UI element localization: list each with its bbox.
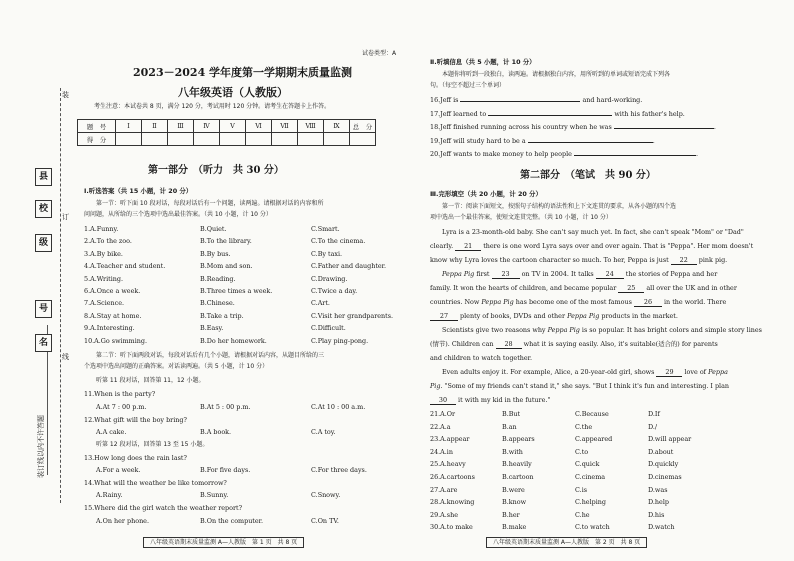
q29-option-b: B.her xyxy=(502,510,520,519)
section1-intro: 第一节：听下面 10 段对话，每段对话后有一个问题，读两遍。请根据对话的内容和所 xyxy=(96,200,324,207)
binding-mark: 线 xyxy=(62,353,69,361)
passage-text: products in the market. xyxy=(601,312,678,320)
passage-text: all over the UK and in other xyxy=(646,284,737,292)
q1-option-c: C.Smart. xyxy=(311,225,340,233)
section1-title: Ⅰ.听选答案（共 15 小题，计 20 分） xyxy=(84,187,193,195)
passage-line xyxy=(430,242,753,251)
score-table xyxy=(77,119,376,146)
q27-option-c: C.is xyxy=(575,485,588,494)
q23-option-c: C.appeared xyxy=(575,435,613,444)
q4-option-a: 4.A.Teacher and student. xyxy=(84,262,166,271)
score-cell xyxy=(246,133,272,146)
exam-title: 2023－2024 学年度第一学期期末质量监测 xyxy=(133,66,353,79)
q24-option-c: C.to xyxy=(575,447,589,456)
q7-option-c: C.Art. xyxy=(311,299,330,308)
blank-22[interactable]: 22 xyxy=(671,256,697,265)
q2-option-a: 2.A.To the zoo. xyxy=(84,237,132,246)
q30-option-c: C.to watch xyxy=(575,523,610,532)
q1-option-b: B.Quiet. xyxy=(200,225,227,233)
section1-intro: 问问题，从所给的三个选项中选出最佳答案。（共 10 小题，计 10 分） xyxy=(84,211,272,218)
question-19 xyxy=(430,137,655,145)
passage-text: Scientists give two reasons why xyxy=(442,326,546,334)
q7-option-a: 7.A.Science. xyxy=(84,299,125,308)
option-a: A.Rainy. xyxy=(96,491,123,499)
option-b: B.For five days. xyxy=(200,466,251,474)
passage-line xyxy=(430,340,718,349)
score-value-row xyxy=(78,133,376,146)
binding-note: 装订线以内不许答题 xyxy=(37,415,45,478)
section3-intro: 第一节：阅读下面短文，按照句子结构的语法性和上下文连贯的要求，从各小题的四个选 xyxy=(442,203,677,210)
passage-line xyxy=(430,396,550,405)
right-section2-intro: 句。（每空不超过三个单词） xyxy=(430,82,506,89)
option-c: C.At 10 : 00 a.m. xyxy=(311,403,366,411)
blank-27[interactable]: 27 xyxy=(430,312,458,321)
score-cell xyxy=(324,133,350,146)
score-header-cell: Ⅸ xyxy=(324,120,350,133)
q19-text: . xyxy=(652,137,655,145)
right-section2-title: Ⅱ.听填信息（共 5 小题，计 10 分） xyxy=(430,58,536,66)
answer-blank[interactable] xyxy=(460,101,580,102)
section3-intro: 项中选出一个最佳答案，使短文连贯完整。（共 10 小题，计 10 分） xyxy=(430,214,612,221)
score-header-row xyxy=(78,120,376,133)
score-cell xyxy=(272,133,298,146)
passage-text: on TV in 2004. It talks xyxy=(521,270,594,278)
option-b: B.A book. xyxy=(200,428,232,436)
q6-option-c: C.Twice a day. xyxy=(311,287,358,295)
q4-option-b: B.Mom and son. xyxy=(200,262,253,271)
q9-option-a: 9.A.Interesting. xyxy=(84,324,135,333)
q23-option-b: B.appears xyxy=(502,435,535,444)
blank-30[interactable]: 30 xyxy=(430,396,456,405)
passage-text: family. It won the hearts of children, and became popular xyxy=(430,284,617,292)
field-number-label: 号 xyxy=(35,300,52,318)
part1-title: 第一部分 （听力 共 30 分） xyxy=(148,165,284,176)
field-class-label: 级 xyxy=(35,234,52,252)
q20-text: . xyxy=(696,150,699,158)
answer-blank[interactable] xyxy=(614,128,714,129)
q6-option-a: 6.A.Once a week. xyxy=(84,287,141,295)
passage-line xyxy=(430,382,729,390)
q21-option-d: D.If xyxy=(648,410,660,418)
option-a: A.On her phone. xyxy=(96,517,150,525)
q1-option-a: 1.A.Funny. xyxy=(84,225,119,233)
passage-text: love of xyxy=(684,368,707,376)
passage-line xyxy=(442,270,717,279)
answer-blank[interactable] xyxy=(574,155,696,156)
score-header-cell: Ⅷ xyxy=(298,120,324,133)
q10-option-c: C.Play ping-pong. xyxy=(311,336,369,345)
q17-text: 17.Jeff learned to xyxy=(430,110,487,118)
q24-option-d: D.about xyxy=(648,447,674,456)
passage-text: countries. Now xyxy=(430,298,480,306)
q8-option-b: B.Take a trip. xyxy=(200,311,244,320)
field-school-label: 校 xyxy=(35,200,52,218)
score-header-cell: Ⅳ xyxy=(194,120,220,133)
q5-option-a: 5.A.Writing. xyxy=(84,274,123,283)
q28-option-c: C.helping xyxy=(575,498,606,507)
q28-option-d: D.help xyxy=(648,498,669,507)
passage-text: first xyxy=(476,270,490,278)
listen-instruction: 听第 12 段对话，回答第 13 至 15 小题。 xyxy=(96,441,209,448)
field-name-label: 名 xyxy=(35,334,52,352)
q29-option-d: D.his xyxy=(648,510,665,519)
passage-line xyxy=(430,256,727,265)
option-c: C.Snowy. xyxy=(311,491,341,499)
blank-26[interactable]: 26 xyxy=(634,298,662,307)
option-a: A.At 7 : 00 p.m. xyxy=(96,403,147,411)
q26-option-c: C.cinema xyxy=(575,473,606,481)
q27-option-b: B.were xyxy=(502,485,525,494)
q6-option-b: B.Three times a week. xyxy=(200,287,273,295)
option-b: B.At 5 : 00 p.m. xyxy=(200,403,251,411)
q25-option-b: B.heavily xyxy=(502,460,532,469)
field-county-label: 县 xyxy=(35,168,52,186)
score-header-cell: Ⅶ xyxy=(272,120,298,133)
passage-line xyxy=(442,368,728,377)
q29-option-a: 29.A.she xyxy=(430,510,458,519)
binding-dashed-line xyxy=(60,88,61,503)
paper-type: 试卷类型：A xyxy=(362,50,397,57)
q25-option-c: C.quick xyxy=(575,460,600,469)
question-20 xyxy=(430,150,698,158)
binding-mark: 装 xyxy=(62,91,69,99)
q10-option-a: 10.A.Go swimming. xyxy=(84,336,147,345)
blank-29[interactable]: 29 xyxy=(656,368,682,377)
q10-option-b: B.Do her homework. xyxy=(200,336,267,345)
passage-text: it with my kid in the future." xyxy=(458,396,551,404)
passage-text: Peppa Pig xyxy=(481,298,514,306)
passage-line xyxy=(430,312,678,321)
option-a: A.For a week. xyxy=(96,466,141,474)
q27-option-a: 27.A.are xyxy=(430,485,458,494)
q16-text: and hard-working. xyxy=(582,96,643,104)
answer-blank[interactable] xyxy=(488,115,612,116)
q26-option-d: D.cinemas xyxy=(648,473,682,481)
option-a: A.A cake. xyxy=(96,428,127,436)
q8-option-c: C.Visit her grandparents. xyxy=(311,311,394,320)
q5-option-c: C.Drawing. xyxy=(311,274,348,283)
passage-text: what it is saying easily. Also, it's suitable(适合的) for parents xyxy=(523,340,718,348)
q22-option-b: B.an xyxy=(502,422,517,431)
question-11: 11.When is the party? xyxy=(84,390,156,398)
passage-text: is so popular. It has bright colors and simple story lines xyxy=(581,326,762,334)
part2-title: 第二部分 （笔试 共 90 分） xyxy=(520,170,656,181)
score-cell xyxy=(298,133,324,146)
question-12: 12.What gift will the boy bring? xyxy=(84,416,187,424)
exam-subtitle: 八年级英语（人教版） xyxy=(178,86,288,99)
q22-option-d: D./ xyxy=(648,422,658,431)
blank-25[interactable]: 25 xyxy=(618,284,644,293)
q8-option-a: 8.A.Stay at home. xyxy=(84,311,142,320)
passage-text: the stories of Peppa and her xyxy=(625,270,718,278)
passage-text: know why Lyra loves the cartoon character so much. To her, Peppa is just xyxy=(430,256,669,264)
q18-text: 18.Jeff finished running across his country when he was xyxy=(430,123,612,131)
passage-line xyxy=(442,326,762,334)
score-header-cell: Ⅴ xyxy=(220,120,246,133)
passage-text: Peppa Pig xyxy=(547,326,580,334)
q24-option-b: B.with xyxy=(502,447,523,456)
score-header-cell: Ⅱ xyxy=(142,120,168,133)
option-b: B.Sunny. xyxy=(200,491,229,499)
passage-text: has become one of the most famous xyxy=(515,298,632,306)
option-b: B.On the computer. xyxy=(200,517,264,525)
passage-text: there is one word Lyra says over and over again. That is "Peppa". Her mom doesn't xyxy=(483,242,754,250)
passage-text: Peppa Pig xyxy=(442,270,475,278)
blank-28[interactable]: 28 xyxy=(496,340,522,349)
q28-option-b: B.know xyxy=(502,498,527,507)
section2-intro: 第二节：听下面两段对话，每段对话后有几个小题，请根据对话内容，从题目所给的三 xyxy=(96,352,325,359)
q21-option-b: B.But xyxy=(502,410,521,418)
q29-option-c: C.he xyxy=(575,510,590,519)
passage-text: Peppa Pig xyxy=(567,312,600,320)
option-c: C.On TV. xyxy=(311,517,339,525)
passage-text: Peppa xyxy=(708,368,728,376)
q19-text: 19.Jeff will study hard to be a xyxy=(430,137,526,145)
score-cell xyxy=(116,133,142,146)
q28-option-a: 28.A.knowing xyxy=(430,498,475,507)
q30-option-a: 30.A.to make xyxy=(430,523,473,532)
q3-option-b: B.By bus. xyxy=(200,249,231,258)
blank-24[interactable]: 24 xyxy=(596,270,624,279)
right-section2-intro: 本题你将听到一段独白，读两遍。请根据独白内容，用所听到的单词或短语完成下列各 xyxy=(442,71,671,78)
passage-text: plenty of books, DVDs and other xyxy=(460,312,566,320)
q18-text: . xyxy=(713,123,716,131)
q4-option-c: C.Father and daughter. xyxy=(311,262,387,271)
score-header-cell: Ⅰ xyxy=(116,120,142,133)
q5-option-b: B.Reading. xyxy=(200,274,236,283)
answer-blank[interactable] xyxy=(528,142,653,143)
q23-option-a: 23.A.appear xyxy=(430,435,470,444)
q9-option-c: C.Difficult. xyxy=(311,324,346,333)
score-header-cell: 题 号 xyxy=(78,120,116,133)
question-18 xyxy=(430,123,716,131)
q25-option-a: 25.A.heavy xyxy=(430,460,466,469)
option-c: C.For three days. xyxy=(311,466,367,474)
blank-21[interactable]: 21 xyxy=(455,242,481,251)
q26-option-a: 26.A.cartoons xyxy=(430,473,475,481)
q26-option-b: B.cartoon xyxy=(502,473,534,481)
q24-option-a: 24.A.in xyxy=(430,447,453,456)
q22-option-a: 22.A.a xyxy=(430,422,451,431)
section2-intro: 个选项中选出问题的正确答案。对话读两遍。（共 5 小题，计 10 分） xyxy=(84,363,269,370)
passage-text: Pig xyxy=(430,382,441,390)
q27-option-d: D.was xyxy=(648,485,668,494)
q3-option-a: 3.A.By bike. xyxy=(84,249,123,258)
question-17 xyxy=(430,110,685,118)
blank-23[interactable]: 23 xyxy=(492,270,520,279)
q21-option-c: C.Because xyxy=(575,410,609,418)
passage-text: pink pig. xyxy=(698,256,728,264)
score-header-cell: 总 分 xyxy=(350,120,376,133)
score-header-cell: Ⅲ xyxy=(168,120,194,133)
binding-mark: 订 xyxy=(62,213,69,221)
score-cell xyxy=(194,133,220,146)
passage-text: (情节). Children can xyxy=(430,340,494,348)
score-cell xyxy=(350,133,376,146)
listen-instruction: 听第 11 段对话，回答第 11，12 小题。 xyxy=(96,377,205,384)
passage-line xyxy=(430,284,737,293)
passage-line: Lyra is a 23-month-old baby. She can't say much yet. In fact, she can't speak "Mom" or "Dad" xyxy=(442,228,744,236)
q17-text: with his father's help. xyxy=(614,110,685,118)
q23-option-d: D.will appear xyxy=(648,435,692,444)
question-15: 15.Where did the girl watch the weather report? xyxy=(84,504,243,512)
q3-option-c: C.By taxi. xyxy=(311,249,343,258)
section3-title: Ⅲ.完形填空（共 20 小题，计 20 分） xyxy=(430,190,542,198)
q16-text: 16.Jeff is xyxy=(430,96,459,104)
score-row-label: 得 分 xyxy=(78,133,116,146)
passage-text: in the world. There xyxy=(664,298,727,306)
question-16 xyxy=(430,96,642,104)
option-c: C.A toy. xyxy=(311,428,336,436)
q25-option-d: D.quickly xyxy=(648,460,679,469)
score-header-cell: Ⅵ xyxy=(246,120,272,133)
passage-line: and children to watch together. xyxy=(430,354,533,362)
q21-option-a: 21.A.Or xyxy=(430,410,456,418)
q20-text: 20.Jeff wants to make money to help people xyxy=(430,150,572,158)
score-cell xyxy=(168,133,194,146)
q9-option-b: B.Easy. xyxy=(200,324,224,333)
passage-text: clearly. xyxy=(430,242,454,250)
score-cell xyxy=(142,133,168,146)
passage-text: . "Some of my friends can't stand it," she says. "But I think it's fun and interesting. I plan xyxy=(440,382,730,390)
question-13: 13.How long does the rain last? xyxy=(84,454,187,462)
page2-footer: 八年级英语期末质量监测 A—人教版 第 2 页 共 8 页 xyxy=(486,537,647,548)
passage-text: Even adults enjoy it. For example, Alice, a 20-year-old girl, shows xyxy=(442,368,655,376)
binding-strip xyxy=(0,0,68,561)
question-14: 14.What will the weather be like tomorrow? xyxy=(84,479,227,487)
exam-notice: 考生注意：本试卷共 8 页，满分 120 分，考试用时 120 分钟。请考生在答题卡上作答。 xyxy=(94,103,331,110)
passage-line xyxy=(430,298,726,307)
q30-option-b: B.make xyxy=(502,523,527,532)
q2-option-c: C.To the cinema. xyxy=(311,237,366,246)
page1-footer: 八年级英语期末质量监测 A—人教版 第 1 页 共 8 页 xyxy=(143,537,304,548)
q22-option-c: C.the xyxy=(575,422,593,431)
q30-option-d: D.watch xyxy=(648,523,675,532)
q2-option-b: B.To the library. xyxy=(200,237,252,246)
q7-option-b: B.Chinese. xyxy=(200,299,235,308)
score-cell xyxy=(220,133,246,146)
